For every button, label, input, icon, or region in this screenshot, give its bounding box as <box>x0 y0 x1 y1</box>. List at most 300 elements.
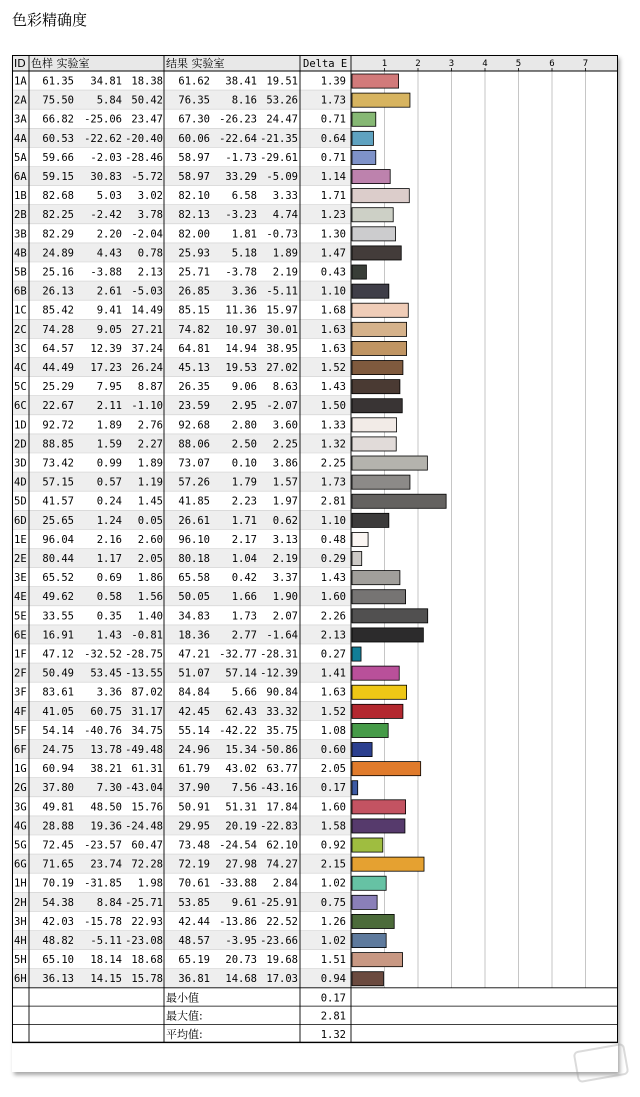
row-id: 4H <box>14 935 27 947</box>
sample-lab-value: -2.42 <box>90 209 122 222</box>
result-lab-value: 23.59 <box>178 400 210 413</box>
delta-e-value: 1.63 <box>320 323 346 336</box>
sample-lab-value: 1.86 <box>137 572 163 585</box>
delta-e-bar <box>352 494 446 508</box>
sample-lab-value: 25.16 <box>42 266 74 279</box>
delta-e-bar <box>352 876 386 890</box>
delta-e-value: 1.33 <box>320 419 346 432</box>
delta-e-value: 1.60 <box>320 591 346 604</box>
result-lab-value: 67.30 <box>178 113 210 126</box>
result-lab-value: 9.61 <box>231 896 257 909</box>
sample-lab-value: 85.42 <box>42 304 74 317</box>
delta-e-bar <box>352 914 394 928</box>
row-id: 2D <box>14 438 27 451</box>
sample-lab-value: 87.02 <box>131 686 163 699</box>
delta-e-bar <box>352 112 376 126</box>
delta-e-bar <box>352 895 377 909</box>
result-lab-value: 1.81 <box>231 228 257 241</box>
sample-lab-value: -31.85 <box>84 877 122 890</box>
result-lab-value: 3.36 <box>231 285 257 298</box>
result-lab-value: 1.66 <box>231 591 257 604</box>
sample-lab-value: 5.03 <box>96 190 122 203</box>
row-id: 4B <box>14 247 27 260</box>
result-lab-value: 50.05 <box>178 591 210 604</box>
delta-e-value: 0.17 <box>320 782 346 795</box>
sample-lab-value: 54.38 <box>42 896 74 909</box>
sample-lab-value: 3.36 <box>96 686 122 699</box>
delta-e-value: 0.64 <box>320 132 346 145</box>
sample-lab-value: -2.03 <box>90 151 122 164</box>
sample-lab-value: -32.52 <box>84 648 122 661</box>
sample-lab-value: 75.50 <box>42 94 74 107</box>
delta-e-value: 0.94 <box>320 973 346 986</box>
sample-lab-value: 0.35 <box>96 610 122 623</box>
sample-lab-value: 60.47 <box>131 839 163 852</box>
summary-label: 最大值: <box>166 1009 203 1023</box>
sample-lab-value: 65.10 <box>42 954 74 967</box>
sample-lab-value: 1.24 <box>96 514 122 527</box>
delta-e-bar <box>352 513 389 527</box>
result-lab-value: 7.56 <box>231 782 257 795</box>
delta-e-bar <box>352 322 407 336</box>
result-lab-value: 2.77 <box>231 629 257 642</box>
sample-lab-value: 26.13 <box>42 285 74 298</box>
row-id: 4G <box>14 820 27 833</box>
sample-lab-value: -3.88 <box>90 266 122 279</box>
sample-lab-value: 48.82 <box>42 935 74 947</box>
x-tick-label: 4 <box>482 59 488 69</box>
result-lab-value: 17.03 <box>266 973 298 986</box>
row-id: 2H <box>14 896 27 909</box>
result-lab-value: 38.95 <box>266 342 298 355</box>
result-lab-value: 43.02 <box>225 763 257 776</box>
sample-lab-value: 24.75 <box>42 744 74 756</box>
sample-lab-value: 7.30 <box>96 782 122 795</box>
result-lab-value: 51.31 <box>225 801 257 814</box>
result-lab-value: -22.83 <box>260 820 298 833</box>
sample-lab-value: 19.36 <box>90 820 122 833</box>
sample-lab-value: 13.78 <box>90 744 122 756</box>
result-lab-value: 2.95 <box>231 400 257 413</box>
sample-lab-value: 0.69 <box>96 572 122 585</box>
delta-e-bar <box>352 571 400 585</box>
row-id: 5C <box>14 381 27 394</box>
result-lab-value: 57.14 <box>225 667 257 680</box>
result-lab-value: 42.44 <box>178 915 210 928</box>
sample-lab-value: 37.24 <box>131 342 163 355</box>
result-lab-value: 6.58 <box>231 190 257 203</box>
delta-e-value: 1.58 <box>320 820 346 833</box>
sample-lab-value: 71.65 <box>42 858 74 871</box>
sample-lab-value: 23.47 <box>131 113 163 126</box>
sample-lab-value: 25.65 <box>42 514 74 527</box>
result-lab-value: 26.61 <box>178 514 210 527</box>
delta-e-bar <box>352 246 401 260</box>
result-lab-value: 65.58 <box>178 572 210 585</box>
x-tick-label: 3 <box>448 59 455 69</box>
delta-e-value: 1.43 <box>320 572 346 585</box>
summary-value: 2.81 <box>320 1010 346 1023</box>
delta-e-value: 1.71 <box>320 190 346 203</box>
delta-e-bar <box>352 819 405 833</box>
result-lab-value: 90.84 <box>266 686 298 699</box>
row-id: 6B <box>14 285 27 298</box>
delta-e-bar <box>352 647 361 661</box>
sample-lab-value: 22.93 <box>131 915 163 928</box>
result-lab-value: 25.71 <box>178 266 210 279</box>
delta-e-value: 0.29 <box>320 553 346 565</box>
sample-lab-value: -5.03 <box>131 285 163 298</box>
result-lab-value: 3.60 <box>272 419 298 432</box>
sample-lab-value: 3.78 <box>137 209 163 222</box>
result-lab-value: 74.27 <box>266 858 298 871</box>
result-lab-value: -0.73 <box>266 228 298 241</box>
row-id: 2B <box>14 209 27 222</box>
delta-e-bar <box>352 437 396 451</box>
sample-lab-value: 1.19 <box>137 476 163 489</box>
result-lab-value: 2.25 <box>272 438 298 451</box>
sample-lab-value: 70.19 <box>42 877 74 890</box>
delta-e-value: 0.75 <box>320 896 346 909</box>
delta-e-bar <box>352 284 389 298</box>
row-id: 1A <box>14 75 27 88</box>
sample-lab-value: 65.52 <box>42 572 74 585</box>
sample-lab-value: 72.45 <box>42 839 74 852</box>
row-id: 1C <box>14 304 27 317</box>
result-lab-value: 3.37 <box>272 572 298 585</box>
sample-lab-value: 0.99 <box>96 457 122 470</box>
sample-lab-value: 49.81 <box>42 801 74 814</box>
result-lab-value: 58.97 <box>178 151 210 164</box>
delta-e-value: 2.26 <box>320 610 346 623</box>
result-lab-value: 88.06 <box>178 438 210 451</box>
result-lab-value: 2.84 <box>272 877 298 890</box>
result-lab-value: 26.85 <box>178 285 210 298</box>
sample-lab-value: -1.10 <box>131 400 163 413</box>
result-lab-value: 84.84 <box>178 686 210 699</box>
sample-lab-value: 15.76 <box>131 801 163 814</box>
delta-e-bar <box>352 666 399 680</box>
delta-e-value: 1.68 <box>320 304 346 317</box>
result-lab-value: -22.64 <box>219 132 257 145</box>
delta-e-bar <box>352 131 373 145</box>
result-lab-value: 48.57 <box>178 935 210 947</box>
result-lab-value: 9.06 <box>231 381 257 394</box>
sample-lab-value: 14.49 <box>131 304 163 317</box>
row-id: 5D <box>14 495 27 508</box>
row-id: 6C <box>14 400 27 413</box>
result-lab-value: 22.52 <box>266 915 298 928</box>
result-lab-value: 60.06 <box>178 132 210 145</box>
result-lab-value: 61.79 <box>178 763 210 776</box>
sample-lab-value: 60.75 <box>90 705 122 718</box>
sample-lab-value: 74.28 <box>42 323 74 336</box>
result-lab-value: 5.66 <box>231 686 257 699</box>
delta-e-value: 2.25 <box>320 457 346 470</box>
result-lab-value: 53.85 <box>178 896 210 909</box>
sample-lab-value: 1.89 <box>96 419 122 432</box>
result-lab-value: -3.78 <box>225 266 257 279</box>
sample-lab-value: -28.46 <box>125 151 163 164</box>
result-lab-value: 82.13 <box>178 209 210 222</box>
result-lab-value: -43.16 <box>260 782 298 795</box>
result-lab-value: 85.15 <box>178 304 210 317</box>
sample-lab-value: 61.35 <box>42 75 74 88</box>
delta-e-bar <box>352 170 390 184</box>
sample-lab-value: 80.44 <box>42 553 74 565</box>
sample-lab-value: 1.40 <box>137 610 163 623</box>
result-lab-value: 25.93 <box>178 247 210 260</box>
row-id: 5A <box>14 151 27 164</box>
sample-lab-value: 57.15 <box>42 476 74 489</box>
sample-lab-value: 50.49 <box>42 667 74 680</box>
result-lab-value: 27.98 <box>225 858 257 871</box>
sample-lab-value: 1.98 <box>137 877 163 890</box>
result-lab-value: 92.68 <box>178 419 210 432</box>
row-id: 4E <box>14 591 27 604</box>
color-accuracy-chart <box>12 55 618 1072</box>
sample-lab-value: -13.55 <box>125 667 163 680</box>
row-id: 1H <box>14 877 27 890</box>
x-tick-label: 2 <box>415 59 421 69</box>
row-id: 2G <box>14 782 27 795</box>
result-lab-value: 96.10 <box>178 533 210 546</box>
result-lab-value: 20.19 <box>225 820 257 833</box>
delta-e-value: 0.92 <box>320 839 346 852</box>
row-id: 1E <box>14 533 27 546</box>
result-lab-value: 55.14 <box>178 724 210 737</box>
sample-lab-value: 34.81 <box>90 75 122 88</box>
row-id: 2E <box>14 553 27 565</box>
result-lab-value: -24.54 <box>219 839 257 852</box>
row-id: 6F <box>14 744 27 756</box>
delta-e-value: 1.41 <box>320 667 346 680</box>
sample-lab-value: 41.57 <box>42 495 74 508</box>
delta-e-value: 1.10 <box>320 514 346 527</box>
delta-e-bar <box>352 341 407 355</box>
result-lab-value: 1.71 <box>231 514 257 527</box>
sample-lab-value: 18.68 <box>131 954 163 967</box>
sample-lab-value: 96.04 <box>42 533 74 546</box>
sample-lab-value: 2.05 <box>137 553 163 565</box>
delta-e-bar <box>352 762 421 776</box>
delta-e-value: 2.13 <box>320 629 346 642</box>
result-lab-value: 14.94 <box>225 342 257 355</box>
sample-lab-value: 18.38 <box>131 75 163 88</box>
result-lab-value: 1.73 <box>231 610 257 623</box>
sample-lab-value: 4.43 <box>96 247 122 260</box>
delta-e-value: 1.73 <box>320 476 346 489</box>
result-lab-value: 58.97 <box>178 171 210 183</box>
result-lab-value: 62.10 <box>266 839 298 852</box>
sample-lab-value: -40.76 <box>84 724 122 737</box>
sample-lab-value: 22.67 <box>42 400 74 413</box>
sample-lab-value: 61.31 <box>131 763 163 776</box>
result-lab-value: 8.63 <box>272 381 298 394</box>
result-lab-value: 18.36 <box>178 629 210 642</box>
row-id: 6A <box>14 171 27 183</box>
sample-lab-value: 59.15 <box>42 171 74 183</box>
sample-lab-value: 8.87 <box>137 381 163 394</box>
result-lab-value: 64.81 <box>178 342 210 355</box>
result-lab-value: 82.10 <box>178 190 210 203</box>
sample-lab-value: 41.05 <box>42 705 74 718</box>
x-tick-label: 5 <box>515 59 522 69</box>
result-lab-value: 2.19 <box>272 266 298 279</box>
result-lab-value: 80.18 <box>178 553 210 565</box>
sample-lab-value: 18.14 <box>90 954 122 967</box>
row-id: 6E <box>14 629 27 642</box>
result-lab-value: 73.07 <box>178 457 210 470</box>
result-lab-value: 37.90 <box>178 782 210 795</box>
result-lab-value: 38.41 <box>225 75 257 88</box>
delta-e-value: 1.02 <box>320 935 346 947</box>
result-lab-value: 10.97 <box>225 323 257 336</box>
row-id: 5E <box>14 610 27 623</box>
row-id: 5G <box>14 839 27 852</box>
result-lab-value: 47.21 <box>178 648 210 661</box>
sample-lab-value: 66.82 <box>42 113 74 126</box>
delta-e-value: 1.23 <box>320 209 346 222</box>
sample-lab-value: 17.23 <box>90 362 122 374</box>
sample-lab-value: -43.04 <box>125 782 163 795</box>
delta-e-bar <box>352 800 406 814</box>
row-id: 5H <box>14 954 27 967</box>
result-lab-value: 0.42 <box>231 572 257 585</box>
row-id: 1D <box>14 419 27 432</box>
result-lab-value: -33.88 <box>219 877 257 890</box>
result-lab-value: -1.73 <box>225 151 257 164</box>
sample-lab-value: 24.89 <box>42 247 74 260</box>
sample-lab-value: 28.88 <box>42 820 74 833</box>
row-id: 3E <box>14 572 27 585</box>
result-lab-value: 11.36 <box>225 304 257 317</box>
result-lab-value: -32.77 <box>219 648 257 661</box>
result-lab-value: 19.51 <box>266 75 298 88</box>
result-lab-value: 29.95 <box>178 820 210 833</box>
row-id: 4C <box>14 362 27 374</box>
result-lab-value: 42.45 <box>178 705 210 718</box>
sample-lab-value: 73.42 <box>42 457 74 470</box>
row-id: 3D <box>14 457 27 470</box>
result-lab-value: 1.79 <box>231 476 257 489</box>
sample-lab-value: 2.61 <box>96 285 122 298</box>
delta-e-value: 1.73 <box>320 94 346 107</box>
result-lab-value: 5.18 <box>231 247 257 260</box>
delta-e-bar <box>352 628 423 642</box>
result-lab-value: 35.75 <box>266 724 298 737</box>
result-lab-value: 15.97 <box>266 304 298 317</box>
result-lab-value: 19.68 <box>266 954 298 967</box>
result-lab-value: 2.17 <box>231 533 257 546</box>
sample-lab-value: 54.14 <box>42 724 74 737</box>
page-title: 色彩精确度 <box>12 11 88 29</box>
row-id: 2A <box>14 94 27 107</box>
result-lab-value: -42.22 <box>219 724 257 737</box>
result-lab-value: 3.33 <box>272 190 298 203</box>
delta-e-value: 1.47 <box>320 247 346 260</box>
result-lab-value: -26.23 <box>219 113 257 126</box>
row-id: 4D <box>14 476 27 489</box>
result-lab-value: 76.35 <box>178 94 210 107</box>
sample-lab-value: 82.29 <box>42 228 74 241</box>
row-id: 5B <box>14 266 27 279</box>
sample-lab-value: 2.11 <box>96 400 122 413</box>
sample-lab-value: 48.50 <box>90 801 122 814</box>
summary-label: 最小值 <box>166 991 199 1005</box>
delta-e-value: 1.10 <box>320 285 346 298</box>
delta-e-bar <box>352 934 386 948</box>
sample-lab-value: 0.05 <box>137 514 163 527</box>
delta-e-bar <box>352 743 372 757</box>
sample-lab-value: 82.25 <box>42 209 74 222</box>
sample-lab-value: 2.13 <box>137 266 163 279</box>
row-id: 2F <box>14 667 27 680</box>
sample-lab-value: 44.49 <box>42 362 74 374</box>
delta-e-value: 2.15 <box>320 858 346 871</box>
sample-lab-value: -22.62 <box>84 132 122 145</box>
sample-lab-value: 1.17 <box>96 553 122 565</box>
result-lab-value: 1.90 <box>272 591 298 604</box>
sample-lab-value: -5.72 <box>131 171 163 183</box>
result-lab-value: 14.68 <box>225 973 257 986</box>
result-lab-value: 24.96 <box>178 744 210 756</box>
result-lab-value: 72.19 <box>178 858 210 871</box>
sample-lab-value: 2.20 <box>96 228 122 241</box>
result-lab-value: 2.19 <box>272 553 298 565</box>
delta-e-value: 2.81 <box>320 495 346 508</box>
result-lab-value: 27.02 <box>266 362 298 374</box>
sample-lab-value: 5.84 <box>96 94 122 107</box>
result-lab-value: 3.86 <box>272 457 298 470</box>
sample-lab-value: 50.42 <box>131 94 163 107</box>
row-id: 3F <box>14 686 27 699</box>
sample-lab-value: 47.12 <box>42 648 74 661</box>
sample-lab-value: 2.60 <box>137 533 163 546</box>
delta-e-bar <box>352 418 397 432</box>
sample-lab-value: 37.80 <box>42 782 74 795</box>
row-id: 3H <box>14 915 27 928</box>
sample-lab-value: 33.55 <box>42 610 74 623</box>
result-lab-value: 34.83 <box>178 610 210 623</box>
result-lab-value: 15.34 <box>225 744 257 756</box>
sample-lab-value: 82.68 <box>42 190 74 203</box>
result-lab-value: 30.01 <box>266 323 298 336</box>
delta-e-value: 0.60 <box>320 744 346 756</box>
summary-label: 平均值: <box>166 1027 203 1041</box>
result-lab-value: 51.07 <box>178 667 210 680</box>
result-lab-value: -28.31 <box>260 648 298 661</box>
result-lab-value: 45.13 <box>178 362 210 374</box>
result-lab-value: 63.77 <box>266 763 298 776</box>
sample-lab-value: 36.13 <box>42 973 74 986</box>
summary-value: 0.17 <box>320 992 346 1005</box>
delta-e-value: 1.08 <box>320 724 346 737</box>
sample-lab-value: -20.40 <box>125 132 163 145</box>
col-header-result: 结果 实验室 <box>166 57 225 70</box>
delta-e-bar <box>352 227 396 241</box>
delta-e-value: 1.39 <box>320 75 346 88</box>
sample-lab-value: -24.48 <box>125 820 163 833</box>
delta-e-bar <box>352 972 383 986</box>
row-id: 1G <box>14 763 27 776</box>
sample-lab-value: -5.11 <box>90 935 122 947</box>
sample-lab-value: 26.24 <box>131 362 163 374</box>
delta-e-value: 0.48 <box>320 533 346 546</box>
result-lab-value: 1.97 <box>272 495 298 508</box>
row-id: 3A <box>14 113 27 126</box>
row-id: 4F <box>14 705 27 718</box>
